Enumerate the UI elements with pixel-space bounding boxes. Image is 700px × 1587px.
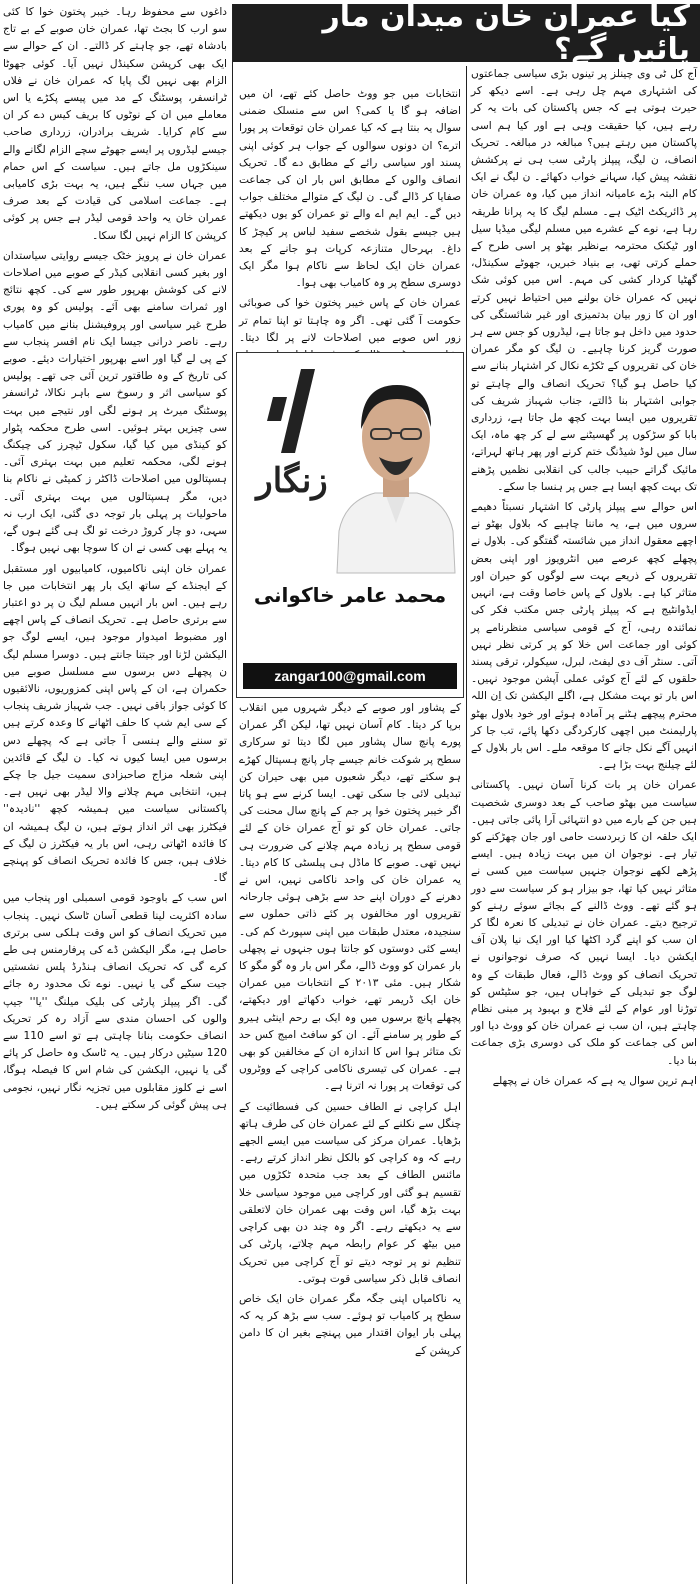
paragraph: انتخابات میں جو ووٹ حاصل کئے تھے، ان میں اضافہ ہو گا یا کمی؟ اس سے منسلک ضمنی سوال یہ بنتا ہے کہ کیا عمران خان توقعات پر پورا اترے؟ ان دونوں سوالوں کے جواب ہر کوئی اپنی پسند اور سیاسی رائے کے مطابق دے گا۔ تحریک انصاف والوں کے مطابق اس بار ان کی جماعت صفایا کر ڈالے گی۔ ن لیگ کے متوالے مختلف جواب دیں گے۔ ایم ایم اے والے تو عمران کو یوں دیکھتے ہیں جیسے بقول شخصے سفید لباس پر کیچڑ کا داغ۔ بہرحال متنازعہ کرپات ہو جانے کے بعد عمران خان ایک لحاظ سے ناکام ہوا مگر ایک دوسری سطح پر وہ کامیاب بھی ہوا۔ [239, 88, 461, 290]
author-email: zangar100@gmail.com [243, 663, 457, 689]
paragraph: اہم ترین سوال یہ ہے کہ عمران خان نے پچھلے [492, 1074, 697, 1087]
column-left [0, 4, 230, 1584]
paragraph: عمران خان کے پاس خیبر پختون خوا کی صوبائی حکومت آ گئی تھی۔ اگر وہ چاہتا تو اپنا تمام تر زور اس صوبے میں اصلاحات لانے پر لگا دیتا۔ [239, 297, 461, 344]
column-right [468, 66, 700, 1584]
column-brand [245, 367, 339, 567]
paragraph: اہل کراچی نے الطاف حسین کی فسطائیت کے چنگل سے نکلنے کے لئے عمران خان کی طرف ہاتھ بڑھایا۔ عمران مرکز کی سیاست میں ایسے الجھے رہے کہ وہ کراچی کو بالکل نظر انداز کرتے رہے۔ مائنس الطاف کے بعد جب متحدہ ٹکڑوں میں تقسیم ہو گئی اور کراچی میں موجود سیاسی خلا بہت بڑھ گیا، اس وقت بھی عمران خان لاتعلقی سے یہ دیکھتے رہے۔ اگر وہ چند دن بھی کراچی میں بیٹھ کر عوام رابطہ مہم چلاتے، پارٹی کی تنظیم نو پر توجہ دیتے تو آج کراچی میں تحریک انصاف قابل ذکر سیاسی قوت ہوتی۔ [239, 1100, 461, 1285]
author-photo [335, 363, 457, 573]
column-middle-bottom [236, 700, 464, 1584]
brand-name: زنگار [256, 461, 328, 501]
paragraph: عمران خان پر بات کرنا آسان نہیں۔ پاکستانی سیاست میں بھٹو صاحب کے بعد دوسری شخصیت ہیں جن کے بارے میں دو انتہائی آرا پائی جاتی ہیں۔ ایک حلقہ ان کا زبردست حامی اور جان چھڑکنے کو تیار ہے۔ نوجوان ان میں بہت زیادہ ہیں۔ ایسے پڑھے لکھے نوجوان جنہیں سیاست میں کسی نے متاثر نہیں کیا تھا، جو بیزار ہو کر سیاست سے دور ہو گئے تھے۔ ووٹ ڈالنے کے بجائے سوئے رہنے کو ترجیح دیتے۔ عمران خان نے تبدیلی کا نعرہ لگا کر ان سب کو اپنے گرد اکٹھا کیا اور ایک نیا پلان آف ایکشن دیا۔ ایسا نہیں کہ صرف نوجوانوں نے تحریک انصاف کو ووٹ ڈالے، فعال طبقات کے وہ لوگ جو تبدیلی کے خواہاں ہیں، جو سٹیٹس کو توڑنا اور عوام کے لئے فلاح و بہبود پر مبنی نظام چاہتے ہیں، ان سب نے عمران خان کو ووٹ دیا اور اس کی جماعت کو ملک کی دوسری بڑی جماعت بنا دیا۔ [471, 779, 697, 1067]
paragraph: کے پشاور اور صوبے کے دیگر شہروں میں انقلاب برپا کر دیتا۔ کام آسان نہیں تھا، لیکن اگر عمران پورے پانچ سال پشاور میں لگا دیتا تو سرکاری سطح پر شوکت خانم جیسے چار پانچ ہسپتال کھڑے ہو سکتے تھے، دیگر شعبوں میں بھی حیران کن تبدیلی لائی جا سکی تھی۔ ایسا کرنے سے ہو پاتا اگر خیبر پختون خوا پر جم کے پانچ سال محنت کی جاتی۔ عمران خان کو تو آج عمران خان کے لئے قومی سطح پر زیادہ مہم چلانے کی ضرورت ہی نہیں تھی۔ صوبے کا ماڈل ہی پبلسٹی کا کام دیتا۔ یہ عمران خان کی واحد ناکامی نہیں، اس نے دھرنے کے دوران اپنے حد سے بڑھی ہوئی جارحانہ تقریروں اور مخالفوں پر کئے ذاتی حملوں سے سنجیدہ، معتدل طبقات میں اپنی سپورٹ کم کی۔ ایسے کئی دوستوں کو جانتا ہوں جنہوں نے پچھلی بار عمران کو ووٹ ڈالے، مگر اس بار وہ گو مگو کا شکار ہیں۔ مئی ۲۰۱۳ کے انتخابات میں عمران خان ایک ڈریمر تھے، خواب دکھاتے اور دیکھتے، پچھلے پانچ برسوں میں وہ ایک بے رحم اینٹی ہیرو کے طور پر سامنے آئے۔ ان کو سافٹ امیج کس حد تک متاثر ہوا اس کا اندازہ ان کے مخالفین کو بھی ہے۔ عمران کی تیسری ناکامی کراچی کے ووٹروں کی توقعات پر پورا نہ اترنا ہے۔ [239, 702, 461, 1093]
column-middle-top [236, 86, 464, 348]
paragraph: عمران خان اپنی ناکامیوں، کامیابیوں اور مستقبل کے ایجنڈے کے ساتھ ایک بار پھر انتخابات میں جا رہے ہیں۔ اس بار انہیں مسلم لیگ ن پر دو اعتبار سے برتری حاصل ہے۔ تحریک انصاف کے پاس اچھے اور مضبوط امیدوار موجود ہیں، ایسے لوگ جو الیکشن لڑنا اور جیتنا جانتے ہیں۔ دوسرا مسلم لیگ ن پچھلے دس برسوں سے مسلسل صوبے میں حکمران ہے، ان کے پاس اپنی کمزوریوں، نالائقیوں کا کوئی جواز باقی نہیں۔ جب شہباز شریف پنجاب کے سی ایم شپ کا حلف اٹھانے کا وعدہ کرتے ہیں تو سننے والے ہنسی آ جاتی ہے کہ پچھلے دس برسوں میں ایسا کیوں نہ کیا۔ ن لیگ کے قائدین اپنی شعلہ مزاج صاحبزادی سمیت جیل جا چکے ہیں، انتخابی مہم چلانے والا لیڈر بھی نہیں ہے۔ پاکستانی سیاست میں ہمیشہ کچھ ''نادیدہ'' فیکٹرز بھی اثر انداز ہوتے ہیں، ن لیگ ہمیشہ ان کا فائدہ اٹھاتی رہی، اس بار یہ فیکٹرز ن لیگ کے خلاف ہیں، جس کا فائدہ تحریک انصاف کو پہنچے گا۔ [3, 562, 227, 885]
paragraph: داغوں سے محفوظ رہا۔ خیبر پختون خوا کا کئی سو ارب کا بجٹ تھا، عمران خان صوبے کے بے تاج بادشاہ تھے، جو چاہتے کر ڈالتے۔ ان کے حوالے سے ایک بھی کرپشن سکینڈل نہیں آیا۔ کوئی جھوٹا الزام بھی نہیں لگ پایا کہ عمران خان نے فلاں ٹرانسفر، پوسٹنگ کے مد میں پیسے پکڑے یا اس معاملے میں ان کے نوٹوں کا بریف کیس دے کر ان سے کام کرایا۔ شریف برادران، زرداری صاحب جیسے لیڈروں پر ایسے جھوٹے سچے الزام لگانے والے سینکڑوں مل جاتے ہیں۔ سیاست کے اس حمام میں جہاں سب ننگے ہیں، یہ بہت بڑی کامیابی ہے۔ جماعت اسلامی کی قیادت کے بعد صرف عمران خان یہ واحد قومی لیڈر ہے جس پر کوئی کرپشن کا الزام نہیں لگا سکا۔ [3, 6, 227, 242]
column-divider [232, 4, 233, 1584]
paragraph: عمران خان نے پرویز خٹک جیسے روایتی سیاستدان اور بغیر کسی انقلابی کیڈر کے صوبے میں اصلاحات لانے کی کوشش بھرپور طور سے کی۔ کچھ نتائج اور ثمرات سامنے بھی آئے۔ پولیس کو وہ پوری طرح غیر سیاسی اور پروفیشنل بنانے میں کامیاب رہے۔ ناصر درانی جیسا ایک نام افسر پنجاب سے کے پی لے گیا اور اسے بھرپور اختیارات دیئے۔ صوبے کی تاریخ کے وہ طاقتور ترین آئی جی تھے۔ پولیس کو سیاسی اثر و رسوخ سے باہر نکالا، ٹرانسفر پوسٹنگ میرٹ پر ہونے لگی اور نتیجے میں بہت سی چیزیں بہتر ہوئیں۔ اسی طرح محکمہ پٹوار کو کینڈی میں کیا گیا، سکول ٹیچرز کی چیکنگ ہونے لگی، محکمہ تعلیم میں بہت بہتری آئی۔ ہسپتالوں میں اصلاحات ڈاکٹر ز کمیٹی نے ناکام بنا دیں، مگر ہسپتالوں میں بہت بہتری آئی۔ ماحولیات پر پہلی بار توجہ دی گئی، ایک ارب نہ سہی، دو چار کروڑ درخت تو لگ ہی گئے ہوں گے، یہ پہلے بھی کسی نے ان کا سوچا بھی نہیں ہوگا۔ [3, 249, 227, 555]
paragraph: اس حوالے سے پیپلز پارٹی کا اشتہار نسبتاً دھیمے سروں میں ہے، یہ ماننا چاہیے کہ بلاول بھٹو نے اچھے معقول انداز میں شائستہ گفتگو کی۔ بلاول نے پچھلے کچھ عرصے میں انٹرویوز اور اپنی بعض تقریروں کے ذریعے بہت سے لوگوں کو حیران اور متاثر کیا ہے۔ بلاول کے پاس خاصا وقت ہے، انہیں ایڈوانٹیج ہے کہ پیپلز پارٹی جس مکتب فکر کی نمائندہ رہی، آج کے قومی سیاسی منظرنامے پر کوئی اور جماعت اس خلا کو پر کرتی نظر نہیں آتی۔ سنٹر آف دی لیفٹ، لبرل، سیکولر، ترقی پسند حلقوں کے لئے آج کوئی عملی آپشن موجود نہیں۔ اس بار تو بہت مشکل ہے، اگلے الیکشن تک اِن اللہ محترم پیچھے ہٹنے پر آمادہ ہوئے اور خود بلاول بھٹو پارلیمنٹ میں اچھی کارکردگی دکھا پائے، تب جا کر انہیں آگے نکل جانے کا موقعہ ملے۔ اس بار بلاول کے لئے چیلنج بہت بڑا ہے۔ [471, 501, 697, 772]
brand-logo-icon [261, 367, 323, 457]
paragraph: آج کل ٹی وی چینلز پر تینوں بڑی سیاسی جماعتوں کی اشتہاری مہم چل رہی ہے۔ اسے دیکھ کر حیرت ہوتی ہے کہ جس پاکستان کی بات یہ کر رہے ہیں، کیا حقیقت وہی ہے اور کیا ہم اسی پاکستان میں رہتے ہیں؟ مبالغہ در مبالغہ۔ تحریک انصاف، ن لیگ، پیپلز پارٹی سب ہی نے پرکشش نقشہ پیش کیا، سہانے خواب دکھائے۔ ن لیگ نے ایک کام البتہ بڑے عامیانہ انداز میں کیا، وہ عمران خان پر ڈائریکٹ اٹیک ہے۔ مسلم لیگ کا یہ پرانا طریقہ رہا ہے، نوے کے عشرے میں مسلم لیگی میڈیا سیل اور ٹیکنک محترمہ بےنظیر بھٹو پر اسی طرح کے حملے کرتی تھی، بے بنیاد خبریں، جھوٹے سکینڈل، گھٹیا کردار کشی کی مہم۔ اس میں کوئی شک نہیں کہ عمران خان بولنے میں احتیاط نہیں کرتے اور ان کا زور بیان بدتمیزی اور غیر شائستگی کی حدود میں داخل ہو جاتا ہے، لیڈروں کو جس سے ہر صورت گریز کرنا چاہیے۔ ن لیگ کو مگر عمران خان کی تقریروں کے ٹکڑے نکال کر اشتہار بنانے سے کیا حاصل ہو گیا؟ تحریک انصاف والے چاہتے تو جوابی اشتہار بنا ڈالتے، جناب شہباز شریف کی تقریروں میں ایسا بہت کچھ مل جاتا ہے، زرداری بابا کو سڑکوں پر گھسیٹنے سے لے کر چھ ماہ، ایک سال میں لوڈ شیڈنگ ختم کرنے اور پھر ہاتھ لہراتے، مائیک گراتے حبیب جالب کی انقلابی نظمیں پڑھنے تک بہت کچھ ایسا ہے جس پر ہنسا جا سکے۔ [471, 68, 697, 493]
author-name: محمد عامر خاکوانی [253, 583, 447, 607]
column-divider [466, 66, 467, 1584]
author-byline-box [236, 352, 464, 698]
paragraph: یہ ناکامیاں اپنی جگہ مگر عمران خان ایک خاص سطح پر کامیاب تو ہوئے۔ سب سے بڑھ کر یہ کہ پہلی بار ایوان اقتدار میں پہنچے بغیر ان کا دامن کرپشن کے [239, 1292, 461, 1357]
paragraph: اس سب کے باوجود قومی اسمبلی اور پنجاب میں سادہ اکثریت لینا قطعی آسان ٹاسک نہیں۔ پنجاب میں تحریک انصاف کو اس وقت ہلکی سی برتری حاصل ہے، مگر الیکشن ڈے کی پرفارمنس ہی طے کرے گی کہ تحریک انصاف ہنڈرڈ پلس نشستیں جیت سکے گی یا نہیں۔ نوے تک محدود رہ جائے گی۔ اگر پیپلز پارٹی کی بلیک میلنگ ''یا'' جیپ والوں کی احسان مندی سے آزاد رہ کر تحریک انصاف حکومت بنانا چاہتی ہے تو اسے 110 سے 120 سیٹیں درکار ہیں۔ یہ ٹاسک وہ حاصل کر پائے گی یا نہیں، الیکشن کی شام اس کا فیصلہ ہوگا، اسے نے کلوز مقابلوں میں تجزیہ نگار نہیں، نجومی ہی پیش گوئی کر سکتے ہیں۔ [3, 892, 228, 1111]
headline: کیا عمران خان میدان مار پائیں گے؟ [232, 4, 700, 62]
